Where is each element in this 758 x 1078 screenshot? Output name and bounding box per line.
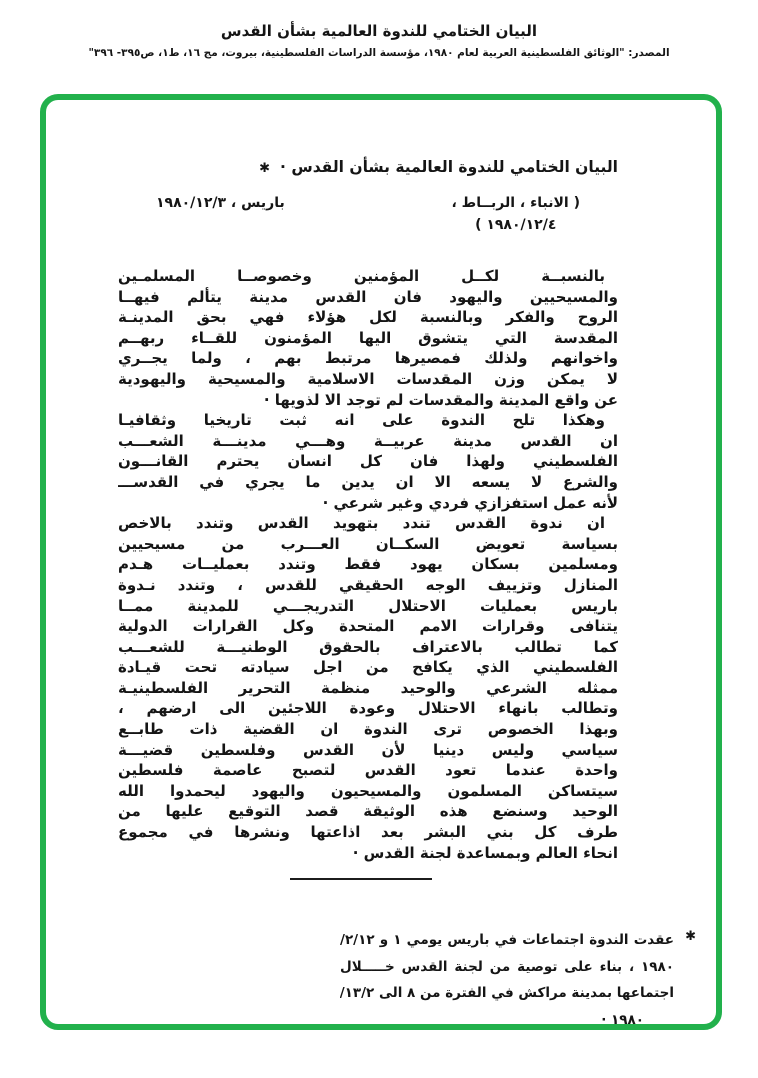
text-line: ان ندوة القدس تندد بتهويد القدس وتندد بالاخص xyxy=(118,514,605,533)
document-title xyxy=(118,158,618,176)
text-line: طرف كل بني البشر بعد اذاعتها ونشرها في مجموع xyxy=(118,823,618,842)
footnote xyxy=(340,927,696,1033)
text-line: وبهذا الخصوص ترى الندوة ان القضية ذات طابــع xyxy=(118,720,618,739)
scan-highlight-frame xyxy=(40,94,722,1030)
dateline-agency-line2: ١٩٨٠/١٢/٤ ) xyxy=(475,217,557,233)
text-line: لأنه عمل استفزازي فردي وغير شرعي · xyxy=(322,493,618,512)
text-line: بالنسبــة لكــل المؤمنين وخصوصــا المسلمـين xyxy=(118,267,605,285)
text-line: الروح والفكر وبالنسبة لكل هؤلاء فهي بحق المدينـة xyxy=(118,308,618,327)
paragraph-2 xyxy=(118,410,618,513)
text-line: وتطالب بانهاء الاحتلال وعودة اللاجئين الى ارضهم ، xyxy=(118,699,618,718)
text-line: سياسي وليس دينيا لأن القدس وفلسطين قضيـــة xyxy=(118,740,618,759)
text-line: كما تطالب بالاعتراف بالحقوق الوطنيـــة للشعـــب xyxy=(118,637,618,656)
text-line: الوحيد وسنضع هذه الوثيقة قصد التوقيع عليها من xyxy=(118,802,618,821)
footnote-star-icon: ✱ xyxy=(685,929,696,945)
text-line: عقدت الندوة اجتماعات في باريس يومي ١ و ٢/١٢/ xyxy=(340,932,674,949)
footnote-divider-rule xyxy=(290,878,432,880)
document-body xyxy=(118,100,696,1033)
document-title-text: البيان الختامي للندوة العالمية بشأن القدس · xyxy=(280,158,618,176)
page-header xyxy=(0,0,758,59)
text-line: الفلسطيني الذي يكافح من اجل سيادته تحت قيـادة xyxy=(118,658,618,677)
text-line: والمسيحيين واليهود فان القدس مدينة يتألم فيهــا xyxy=(118,287,618,306)
text-line: لا يمكن وزن المقدسات الاسلامية والمسيحية واليهودية xyxy=(118,369,618,388)
text-line: سيتساكن المسلمون والمسيحيون واليهود ليحمدوا الله xyxy=(118,781,618,800)
footnote-text xyxy=(340,927,674,1033)
text-line: وهكذا تلح الندوة على انه ثبت تاريخيا وثقافيـا xyxy=(118,411,605,430)
text-line: والشرع لا يسعه الا ان يدين ما يجري في القدســـ xyxy=(118,472,618,491)
text-line: اجتماعها بمدينة مراكش في الفترة من ٨ الى ١٣/٢/ xyxy=(340,985,674,1002)
text-line: ١٩٨٠ ، بناء على توصية من لجنة القدس خـــــلال xyxy=(340,958,674,975)
page-title: البيان الختامي للندوة العالمية بشأن القدس xyxy=(220,22,538,40)
text-line: عن واقع المدينة والمقدسات لم توجد الا لذويها · xyxy=(263,390,618,409)
text-line: المقدسة التي يتشوق اليها المؤمنون للقــاء ربهــم xyxy=(118,328,618,347)
text-line: انحاء العالم وبمساعدة لجنة القدس · xyxy=(352,843,618,862)
text-line: الفلسطيني ولهذا فان كل انسان يحترم القانـــون xyxy=(118,452,618,471)
text-line: ١٩٨٠ · xyxy=(601,1011,644,1028)
main-text xyxy=(118,266,618,863)
text-line: ومسلمين بسكان يهود فقط وتندد بعمليــات هـدم xyxy=(118,555,618,574)
dateline-place-date: باريس ، ١٩٨٠/١٢/٣ xyxy=(156,195,285,211)
dateline xyxy=(118,192,618,236)
dateline-agency-line1: ( الانباء ، الربــاط ، xyxy=(451,195,580,211)
dateline-agency xyxy=(451,192,580,236)
text-line: يتنافى وقرارات الامم المتحدة وكل القرارات الدولية xyxy=(118,617,618,636)
source-citation: المصدر: "الوثائق الفلسطينية العربية لعام ١٩٨٠، مؤسسة الدراسات الفلسطينية، بيروت، مج ١٦، ط١، ص٣٩٥- ٣٩٦" xyxy=(88,47,670,59)
paragraph-3 xyxy=(118,513,618,863)
text-line: باريس بعمليات الاحتلال التدريجـــي للمدينة ممــا xyxy=(118,596,618,615)
text-line: ممثله الشرعي والوحيد منظمة التحرير الفلسطينيـة xyxy=(118,678,618,697)
text-line: المنازل وتزييف الوجه الحقيقي للقدس ، وتندد نـدوة xyxy=(118,575,618,594)
text-line: ان القدس مدينة عربيــة وهـــي مدينـــة الشعـــب xyxy=(118,431,618,450)
footnote-reference-star-icon: ✱ xyxy=(259,161,271,176)
text-line: واحدة عندما تعود القدس لتصبح عاصمة فلسطين xyxy=(118,761,618,780)
text-line: واخوانهم ولذلك فمصيرها مرتبط بهم ، ولما يجــري xyxy=(118,349,618,368)
text-line: بسياسة تعويض السكــان العـــرب من مسيحيين xyxy=(118,534,618,553)
paragraph-1 xyxy=(118,266,618,410)
